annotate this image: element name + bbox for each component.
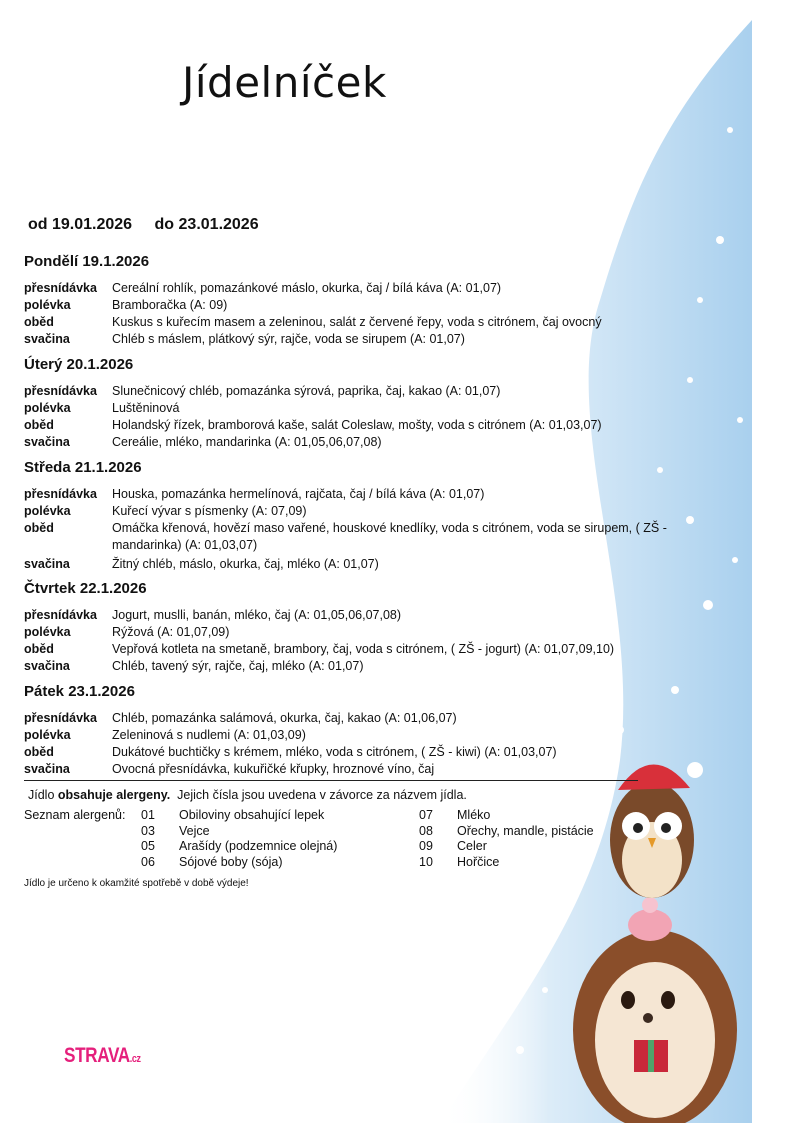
allergen-name: Arašídy (podzemnice olejná) <box>179 839 338 853</box>
day-section <box>24 459 724 573</box>
logo-suffix: .cz <box>129 1053 141 1065</box>
meal-row <box>24 556 724 573</box>
meal-label: přesnídávka <box>24 711 97 725</box>
allergen-item <box>419 808 594 824</box>
meal-row <box>24 331 724 348</box>
allergen-item <box>419 824 594 840</box>
day-title: Čtvrtek 22.1.2026 <box>24 580 147 597</box>
meal-row <box>24 607 724 624</box>
meal-row <box>24 434 724 451</box>
meal-text: Chléb s máslem, plátkový sýr, rajče, voda se sirupem (A: 01,07) <box>112 332 465 346</box>
allergen-note-suffix: Jejich čísla jsou uvedena v závorce za názvem jídla. <box>170 788 467 802</box>
allergen-number: 10 <box>419 854 433 869</box>
date-range <box>28 216 277 234</box>
strava-logo <box>64 1044 141 1068</box>
meal-row <box>24 297 724 314</box>
meal-text: Slunečnicový chléb, pomazánka sýrová, paprika, čaj, kakao (A: 01,07) <box>112 384 501 398</box>
meal-row <box>24 658 724 675</box>
meal-row <box>24 280 724 297</box>
meal-text: Zeleninová s nudlemi (A: 01,03,09) <box>112 728 306 742</box>
allergen-number: 09 <box>419 839 433 853</box>
meal-label: oběd <box>24 418 54 432</box>
allergen-number: 08 <box>419 823 433 838</box>
meal-text: Omáčka křenová, hovězí maso vařené, houskové knedlíky, voda s citrónem, voda se sirupem, ( ZŠ - mandarinka) (A: 01,03,07) <box>112 521 667 552</box>
meal-row <box>24 641 724 658</box>
meal-text: Kuřecí vývar s písmenky (A: 07,09) <box>112 504 307 518</box>
date-to: do 23.01.2026 <box>154 216 259 233</box>
allergen-note <box>28 788 467 802</box>
meal-row <box>24 761 724 778</box>
allergen-name: Mléko <box>457 808 491 822</box>
allergen-item <box>419 855 594 871</box>
meal-label: polévka <box>24 401 71 415</box>
allergen-name: Ořechy, mandle, pistácie <box>457 823 594 838</box>
meal-label: oběd <box>24 642 54 656</box>
allergen-name: Celer <box>457 839 487 853</box>
allergen-item <box>141 808 337 824</box>
allergen-item <box>141 855 337 871</box>
day-title: Pátek 23.1.2026 <box>24 683 135 700</box>
day-title: Středa 21.1.2026 <box>24 459 142 476</box>
meal-text: Chléb, pomazánka salámová, okurka, čaj, kakao (A: 01,06,07) <box>112 711 457 725</box>
meal-label: přesnídávka <box>24 281 97 295</box>
meal-text: Žitný chléb, máslo, okurka, čaj, mléko (A: 01,07) <box>112 557 379 571</box>
meal-label: oběd <box>24 315 54 329</box>
meal-label: svačina <box>24 557 70 571</box>
meal-text: Bramboračka (A: 09) <box>112 298 228 312</box>
page-title: Jídelníček <box>182 58 387 107</box>
allergen-item <box>141 824 337 840</box>
divider <box>24 780 638 781</box>
meal-label: polévka <box>24 625 71 639</box>
meal-text: Dukátové buchtičky s krémem, mléko, voda s citrónem, ( ZŠ - kiwi) (A: 01,03,07) <box>112 745 557 759</box>
meal-text: Luštěninová <box>112 401 180 415</box>
day-section <box>24 253 724 348</box>
meal-row <box>24 400 724 417</box>
meal-text: Holandský řízek, bramborová kaše, salát Coleslaw, mošty, voda s citrónem (A: 01,03,07) <box>112 418 602 432</box>
allergen-number: 06 <box>141 854 155 869</box>
meal-label: svačina <box>24 659 70 673</box>
meal-row <box>24 727 724 744</box>
meal-label: přesnídávka <box>24 384 97 398</box>
meal-text: Cereálie, mléko, mandarinka (A: 01,05,06,07,08) <box>112 435 382 449</box>
meal-row <box>24 520 724 554</box>
logo-main: STRAVA <box>64 1044 130 1067</box>
day-title: Pondělí 19.1.2026 <box>24 253 150 270</box>
meal-label: oběd <box>24 745 54 759</box>
allergen-list-right <box>419 808 594 870</box>
meal-label: polévka <box>24 728 71 742</box>
meal-row <box>24 624 724 641</box>
allergen-number: 03 <box>141 823 155 838</box>
allergen-name: Sójové boby (sója) <box>179 854 283 869</box>
consumption-note: Jídlo je určeno k okamžité spotřebě v době výdeje! <box>24 878 249 889</box>
meal-row <box>24 710 724 727</box>
date-from: od 19.01.2026 <box>28 216 133 233</box>
day-section <box>24 356 724 451</box>
allergen-item <box>141 839 337 855</box>
meal-row <box>24 503 724 520</box>
meal-text: Houska, pomazánka hermelínová, rajčata, čaj / bílá káva (A: 01,07) <box>112 487 485 501</box>
allergen-number: 01 <box>141 808 155 822</box>
meal-row <box>24 417 724 434</box>
allergen-item <box>419 839 594 855</box>
allergen-list-left <box>141 808 337 870</box>
meal-row <box>24 486 724 503</box>
meal-text: Vepřová kotleta na smetaně, brambory, čaj, voda s citrónem, ( ZŠ - jogurt) (A: 01,07,09,10) <box>112 642 615 656</box>
meal-text: Rýžová (A: 01,07,09) <box>112 625 230 639</box>
day-title: Úterý 20.1.2026 <box>24 356 134 373</box>
day-section <box>24 683 724 778</box>
meal-text: Ovocná přesnídávka, kukuřičké křupky, hroznové víno, čaj <box>112 762 435 776</box>
meal-label: svačina <box>24 762 70 776</box>
meal-text: Kuskus s kuřecím masem a zeleninou, salát z červené řepy, voda s citrónem, čaj ovocný <box>112 315 602 329</box>
allergen-note-prefix: Jídlo <box>28 788 58 802</box>
allergen-name: Hořčice <box>457 854 500 869</box>
allergen-note-bold: obsahuje alergeny. <box>57 788 171 802</box>
allergen-number: 05 <box>141 839 155 853</box>
meal-label: přesnídávka <box>24 487 97 501</box>
meal-label: oběd <box>24 521 54 535</box>
meal-label: polévka <box>24 298 71 312</box>
day-section <box>24 580 724 675</box>
meal-label: svačina <box>24 332 70 346</box>
meal-text: Cereální rohlík, pomazánkové máslo, okurka, čaj / bílá káva (A: 01,07) <box>112 281 502 295</box>
allergen-name: Obiloviny obsahující lepek <box>179 808 325 822</box>
allergen-list-label: Seznam alergenů: <box>24 808 126 822</box>
meal-text: Jogurt, muslli, banán, mléko, čaj (A: 01,05,06,07,08) <box>112 608 402 622</box>
allergen-name: Vejce <box>179 823 210 838</box>
allergen-number: 07 <box>419 808 433 822</box>
meal-label: přesnídávka <box>24 608 97 622</box>
meal-text: Chléb, tavený sýr, rajče, čaj, mléko (A: 01,07) <box>112 659 364 673</box>
meal-label: polévka <box>24 504 71 518</box>
meal-row <box>24 744 724 761</box>
meal-row <box>24 314 724 331</box>
meal-label: svačina <box>24 435 70 449</box>
meal-row <box>24 383 724 400</box>
